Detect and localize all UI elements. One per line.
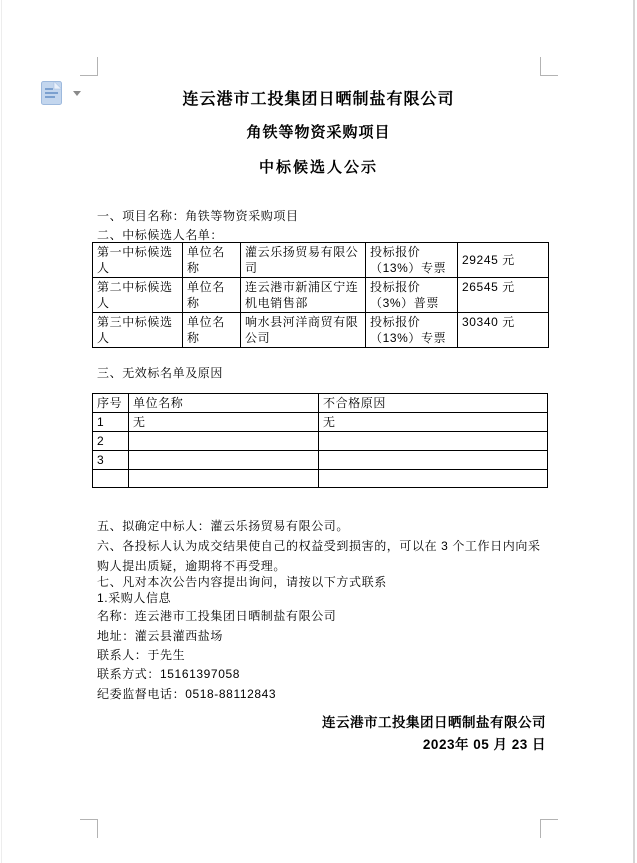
- fail-reason: [319, 432, 548, 451]
- price-value: 29245 元: [458, 243, 549, 278]
- table-row: [93, 313, 549, 348]
- signature-company: 连云港市工投集团日晒制盐有限公司: [322, 715, 546, 730]
- price-label: 投标报价（13%）专票: [366, 243, 458, 278]
- supervision-phone: 纪委监督电话：0518-88112843: [97, 687, 277, 701]
- invalid-bids-table: [92, 393, 548, 488]
- signature-date: 2023年 05 月 23 日: [422, 737, 546, 752]
- candidates-table: [92, 242, 549, 348]
- col-header-index: 序号: [93, 394, 129, 413]
- row-index: 2: [93, 432, 129, 451]
- candidate-rank: 第三中标候选人: [93, 313, 183, 348]
- purchaser-contact: 联系人：于先生: [97, 648, 186, 662]
- section-objection: 六、各投标人认为成交结果使自己的权益受到损害的，可以在 3 个工作日内向采购人提出质疑，逾期将不再受理。: [97, 539, 541, 573]
- fail-reason: 无: [319, 413, 548, 432]
- section-inquiry: 七、凡对本次公告内容提出询问，请按以下方式联系: [97, 575, 387, 589]
- unit-name: [129, 451, 319, 470]
- unit-name: [129, 470, 319, 488]
- section-project-name: 一、项目名称：角铁等物资采购项目: [97, 209, 299, 223]
- fail-reason: [319, 451, 548, 470]
- price-label: 投标报价（3%）普票: [366, 278, 458, 313]
- margin-mark-bottom-right: [540, 819, 558, 838]
- unit-label: 单位名称: [183, 313, 241, 348]
- purchaser-phone: 联系方式：15161397058: [97, 667, 241, 681]
- margin-mark-bottom-left: [80, 819, 98, 838]
- row-index: 1: [93, 413, 129, 432]
- unit-name: [129, 432, 319, 451]
- section-winner: 五、拟确定中标人：灌云乐扬贸易有限公司。: [97, 519, 350, 533]
- table-row: [93, 413, 548, 432]
- unit-label: 单位名称: [183, 278, 241, 313]
- document-title: 连云港市工投集团日晒制盐有限公司: [182, 91, 455, 108]
- fail-reason: [319, 470, 548, 488]
- col-header-reason: 不合格原因: [319, 394, 548, 413]
- signature-block: [322, 712, 546, 756]
- unit-label: 单位名称: [183, 243, 241, 278]
- table-header-row: [93, 394, 548, 413]
- company-name: 响水县河洋商贸有限公司: [241, 313, 366, 348]
- margin-mark-top-left: [80, 57, 98, 76]
- candidate-rank: 第二中标候选人: [93, 278, 183, 313]
- candidate-rank: 第一中标候选人: [93, 243, 183, 278]
- section-invalid-heading: 三、无效标名单及原因: [97, 366, 224, 380]
- section-candidates-heading: 二、中标候选人名单：: [97, 228, 224, 242]
- row-index: [93, 470, 129, 488]
- purchaser-info-heading: 1.采购人信息: [97, 591, 172, 605]
- table-row: [93, 432, 548, 451]
- price-value: 26545 元: [458, 278, 549, 313]
- margin-mark-top-right: [540, 57, 558, 76]
- table-row: [93, 451, 548, 470]
- col-header-unit: 单位名称: [129, 394, 319, 413]
- unit-name: 无: [129, 413, 319, 432]
- table-row: [93, 278, 549, 313]
- company-name: 连云港市新浦区宁连机电销售部: [241, 278, 366, 313]
- document-subtitle-project: 角铁等物资采购项目: [246, 124, 391, 141]
- company-name: 灌云乐扬贸易有限公司: [241, 243, 366, 278]
- purchaser-address: 地址：灌云县灌西盐场: [97, 629, 224, 643]
- purchaser-name: 名称：连云港市工投集团日晒制盐有限公司: [97, 609, 337, 623]
- price-value: 30340 元: [458, 313, 549, 348]
- price-label: 投标报价（13%）专票: [366, 313, 458, 348]
- document-subtitle-announcement: 中标候选人公示: [258, 159, 378, 176]
- table-row: [93, 470, 548, 488]
- table-row: [93, 243, 549, 278]
- row-index: 3: [93, 451, 129, 470]
